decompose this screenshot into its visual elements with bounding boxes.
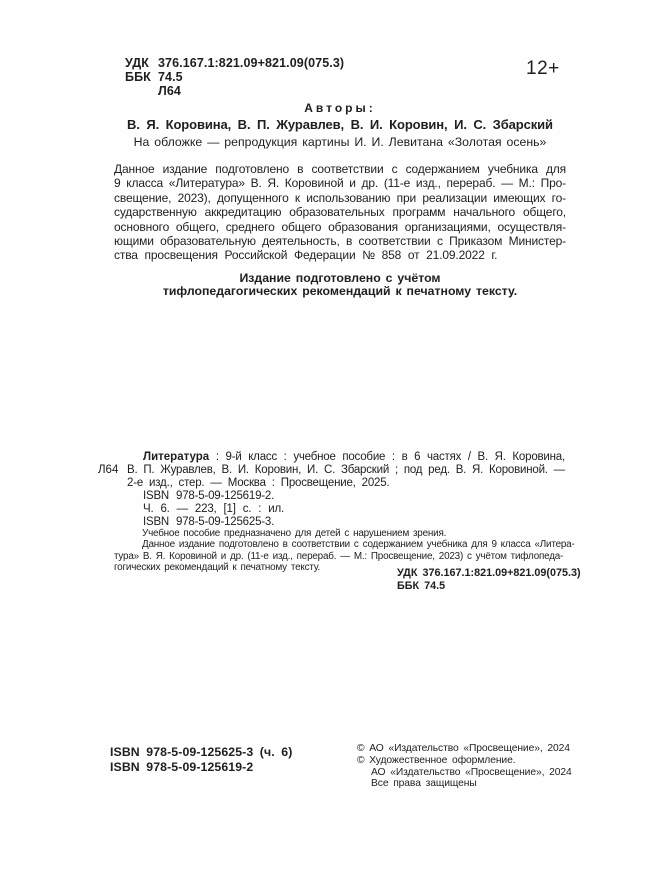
cover-note: На обложке — репродукция картины И. И. Левитана «Золотая осень» — [133, 135, 547, 149]
catalog-title: Литература — [143, 451, 210, 463]
catalog-part-info: Ч. 6. — 223, [1] с. : ил. — [143, 503, 284, 515]
footer-isbn-series: ISBN 978-5-09-125619-2 — [110, 759, 254, 774]
authors-names: В. Я. Коровина, В. П. Журавлев, В. И. Коровин, И. С. Збарский — [127, 117, 553, 132]
annotation-line: тура» В. Я. Коровиной и др. (11-е изд., перераб. — М.: Просвещение, 2023) с учётом тифлопеда- — [114, 550, 564, 562]
bbk-row — [125, 70, 344, 84]
tiflo-note-line1: Издание подготовлено с учётом — [239, 271, 441, 285]
copyright-line: © АО «Издательство «Просвещение», 2024 — [357, 743, 570, 754]
card-udk: УДК 376.167.1:821.09+821.09(075.3) — [397, 567, 581, 579]
bbk-value: 74.5 — [158, 70, 183, 84]
catalog-title-rest: : 9-й класс : учебное пособие : в 6 частях / В. Я. Коровина, — [209, 451, 565, 463]
copyright-line: Все права защищены — [371, 778, 477, 790]
catalog-card — [98, 451, 565, 529]
edition-note-paragraph — [114, 162, 566, 263]
catalog-edition-line: 2-е изд., стер. — Москва : Просвещение, 2025. — [127, 477, 390, 489]
catalog-authors-line — [98, 464, 565, 477]
catalog-title-line — [114, 451, 565, 464]
edition-note-line: свещение, 2023), допущенного к использованию при реализации имеющих го- — [114, 190, 566, 205]
book-code: Л64 — [158, 84, 181, 98]
footer-copyright-block — [357, 743, 572, 790]
copyright-line: АО «Издательство «Просвещение», 2024 — [371, 766, 572, 778]
tiflo-note — [114, 272, 566, 298]
udk-row — [125, 56, 344, 70]
catalog-authors-text: В. П. Журавлев, В. И. Коровин, И. С. Збарский ; под ред. В. Я. Коровиной. — — [127, 464, 565, 476]
book-code-spacer — [125, 84, 158, 98]
edition-note-line: Данное издание подготовлено в соответствии с содержанием учебника для — [114, 162, 566, 176]
footer-isbn-part: ISBN 978-5-09-125625-3 (ч. 6) — [110, 745, 293, 759]
edition-note-line: ющими образовательную деятельность, в соответствии с Приказом Министер- — [114, 234, 566, 249]
bbk-label: ББК — [125, 70, 151, 84]
edition-note-line: 9 класса «Литература» В. Я. Коровиной и др. (11-е изд., перераб. — М.: Про- — [114, 176, 566, 191]
tiflo-note-line2: тифлопедагогических рекомендаций к печатному тексту. — [162, 284, 518, 299]
annotation-line: гогических рекомендаций к печатному тексту. — [114, 561, 321, 573]
copyright-line: © Художественное оформление. — [357, 754, 516, 766]
annotation-line: Данное издание подготовлено в соответствии с содержанием учебника для 9 класса «Литера- — [142, 539, 575, 551]
annotation-line: Учебное пособие предназначено для детей с нарушением зрения. — [142, 528, 447, 539]
card-bbk: ББК 74.5 — [397, 579, 446, 592]
card-codes — [397, 567, 581, 592]
classification-codes — [125, 56, 344, 98]
udk-value: 376.167.1:821.09+821.09(075.3) — [158, 56, 345, 70]
edition-note-line: ства просвещения Российской Федерации № 858 от 21.09.2022 г. — [114, 248, 498, 263]
catalog-isbn-part: ISBN 978-5-09-125625-3. — [143, 516, 275, 528]
edition-note-line: сударственную аккредитацию образовательных программ начального общего, — [114, 205, 566, 220]
footer-isbn-block — [110, 745, 292, 775]
age-rating-badge: 12+ — [526, 58, 560, 79]
catalog-book-code: Л64 — [98, 464, 119, 476]
catalog-isbn-series: ISBN 978-5-09-125619-2. — [143, 490, 275, 502]
authors-heading: Авторы: — [304, 101, 376, 115]
edition-note-line: основного общего, среднего общего образования организациями, осуществля- — [114, 219, 566, 234]
udk-label: УДК — [125, 56, 149, 70]
book-code-row — [125, 84, 344, 98]
